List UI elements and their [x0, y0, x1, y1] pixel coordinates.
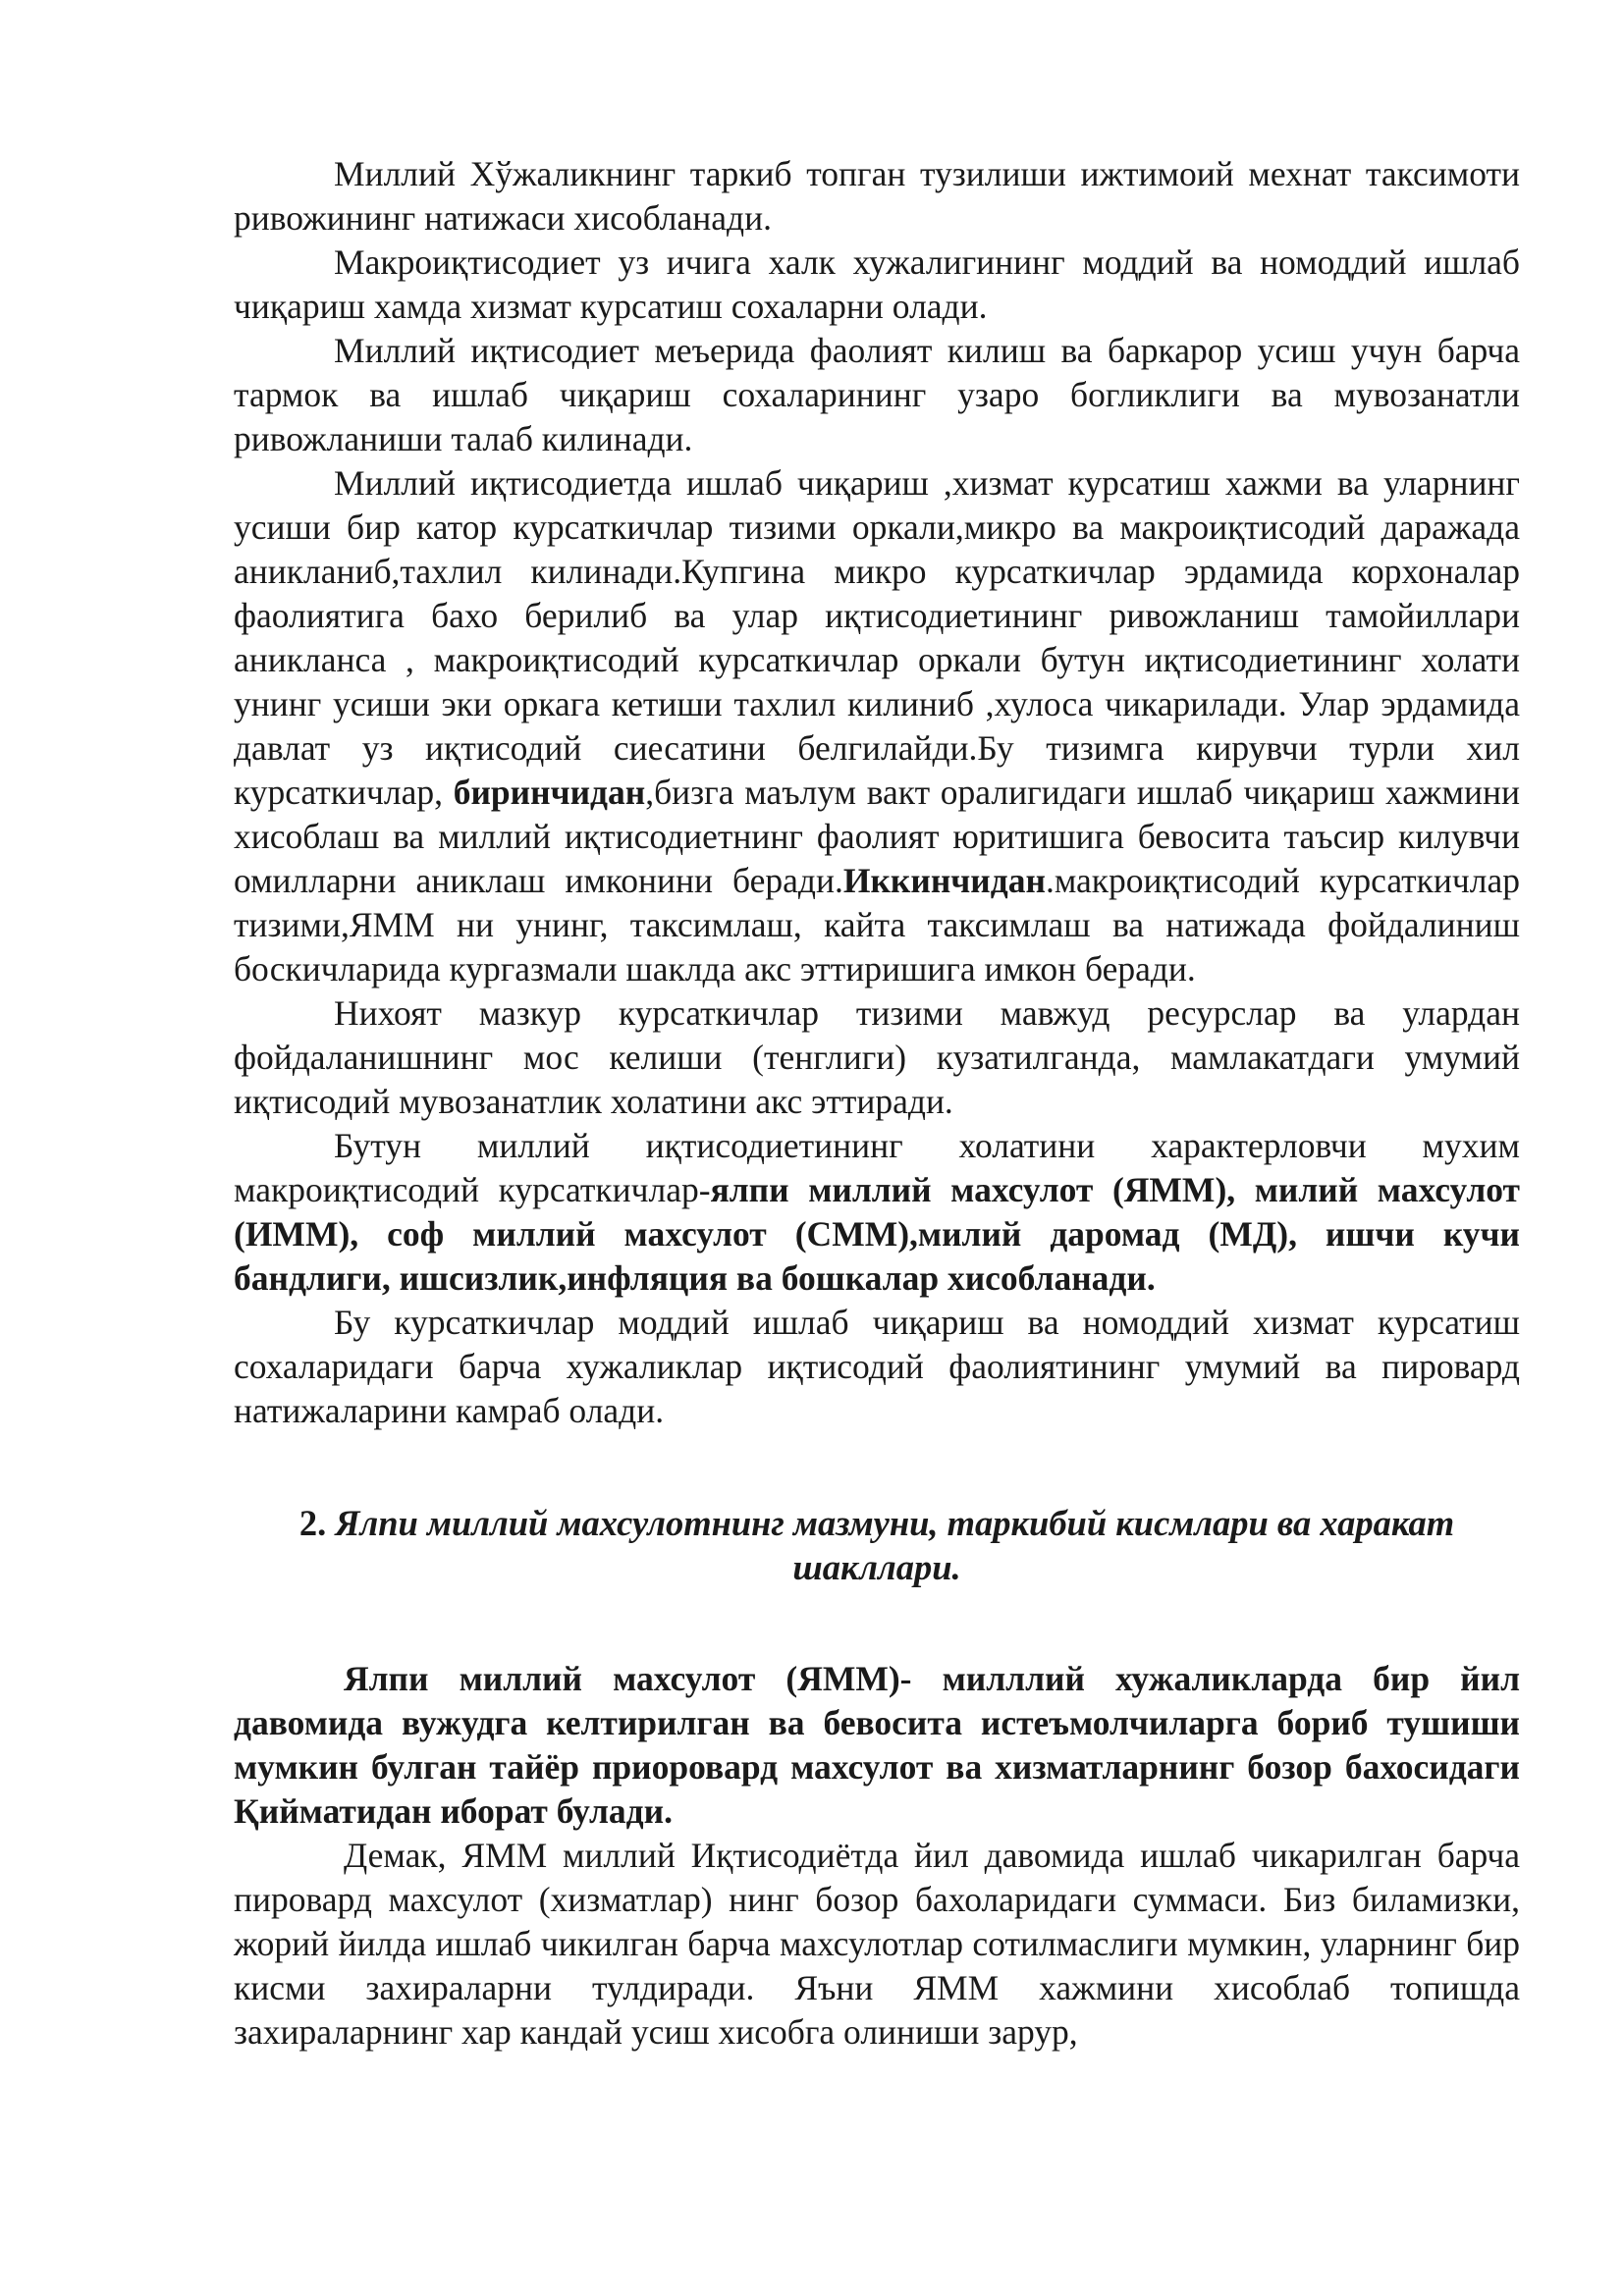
paragraph-1-text: Миллий Хўжаликнинг таркиб топган тузилиши ижтимоий мехнат таксимоти ривожининг натижаси хисобланади.	[234, 154, 1520, 238]
paragraph-7-text: Бу курсаткичлар моддий ишлаб чиқариш ва номоддий хизмат курсатиш сохаларидаги барча хужаликлар иқтисодий фаолиятининг умумий ва пировард натижаларини камраб олади.	[234, 1303, 1520, 1430]
paragraph-7	[234, 1301, 1520, 1433]
paragraph-4-text-part1: Миллий иқтисодиетда ишлаб чиқариш ,хизмат курсатиш хажми ва уларнинг усиши бир катор курсаткичлар тизими оркали,микро ва макроиқтисодий даражада аникланиб,тахлил килинади.Купгина микро курсаткичлар эрдамида корхоналар фаолиятига бахо берилиб ва улар иқтисодиетининг ривожланиш тамойиллари аникланса , макроиқтисодий курсаткичлар оркали бутун иқтисодиетининг холати унинг усиши эки оркага кетиши тахлил килиниб ,хулоса чикарилади. Улар эрдамида давлат уз иқтисодий сиесатини белгилайди.Бу тизимга кирувчи турли хил курсаткичлар,	[234, 463, 1520, 812]
paragraph-4-text-part2: ,бизга маълум вакт оралигидаги ишлаб чиқариш хажмини хисоблаш ва миллий иқтисодиетнинг фаолият юритишига бевосита таъсир килувчи омилларни аниклаш имконини беради.	[234, 773, 1521, 900]
paragraph-3-text: Миллий иқтисодиет меъерида фаолият килиш ва баркарор усиш учун барча тармок ва ишлаб чиқариш сохаларининг узаро богликлиги ва мувозанатли ривожланиши талаб килинади.	[234, 331, 1520, 458]
paragraph-5	[234, 991, 1520, 1124]
paragraph-4	[234, 461, 1520, 991]
document-page	[234, 152, 1520, 2055]
paragraph-4-bold-secondly: Иккинчидан	[842, 861, 1046, 900]
definition-paragraph	[234, 1657, 1520, 1834]
paragraph-6	[234, 1124, 1520, 1301]
paragraph-2	[234, 240, 1520, 329]
paragraph-5-text: Нихоят мазкур курсаткичлар тизими мавжуд ресурслар ва улардан фойдаланишнинг мос келиши (тенглиги) кузатилганда, мамлакатдаги умумий иқтисодий мувозанатлик холатини акс эттиради.	[234, 993, 1520, 1121]
section-heading-text: Ялпи миллий махсулотнинг мазмуни, таркибий кисмлари ва харакат шакллари.	[335, 1503, 1455, 1587]
paragraph-6-bold-indicators: ялпи миллий махсулот (ЯММ), милий махсулот (ИММ), соф миллий махсулот (СММ),милий даромад (МД), ишчи кучи бандлиги, ишсизлик,инфляция ва бошкалар хисобланади.	[234, 1170, 1520, 1298]
paragraph-6-text-part1: Бутун миллий иқтисодиетининг холатини характерловчи мухим макроиқтисодий курсаткичлар-	[234, 1126, 1520, 1209]
paragraph-4-text-part3: .макроиқтисодий курсаткичлар тизими,ЯММ ни унинг, таксимлаш, кайта таксимлаш ва натижада фойдалиниш боскичларида кургазмали шаклда акс эттиришига имкон беради.	[234, 861, 1520, 988]
section-heading	[253, 1501, 1500, 1589]
definition-text: Ялпи миллий махсулот (ЯММ)- милллий хужаликларда бир йил давомида вужудга келтирилган ва бевосита истеъмолчиларга бориб тушиши мумкин булган тайёр приоровард махсулот ва хизматларнинг бозор бахосидаги Қийматидан иборат булади.	[234, 1659, 1520, 1831]
paragraph-2-text: Макроиқтисодиет уз ичига халк хужалигининг моддий ва номоддий ишлаб чиқариш хамда хизмат курсатиш сохаларни олади.	[234, 242, 1520, 326]
paragraph-4-bold-firstly: биринчидан	[453, 773, 646, 812]
paragraph-1	[234, 152, 1520, 240]
closing-paragraph	[234, 1834, 1520, 2055]
paragraph-3	[234, 329, 1520, 461]
closing-text: Демак, ЯММ миллий Иқтисодиётда йил давомида ишлаб чикарилган барча пировард махсулот (хизматлар) нинг бозор бахоларидаги суммаси. Биз биламизки, жорий йилда ишлаб чикилган барча махсулотлар сотилмаслиги мумкин, уларнинг бир кисми захираларни тулдиради. Яъни ЯММ хажмини хисоблаб топишда захираларнинг хар кандай усиш хисобга олиниши зарур,	[234, 1836, 1520, 2052]
section-heading-number: 2.	[298, 1503, 327, 1543]
